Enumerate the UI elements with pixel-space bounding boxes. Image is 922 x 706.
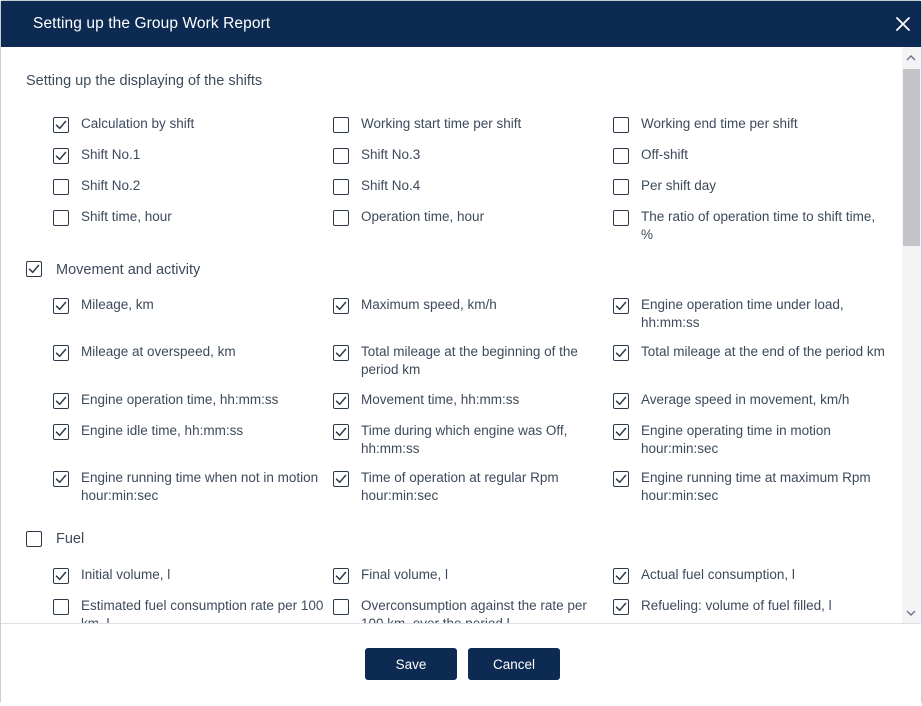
option-checkbox[interactable] — [333, 345, 349, 361]
option-label[interactable]: Total mileage at the end of the period km — [641, 344, 885, 359]
option-checkbox[interactable] — [333, 568, 349, 584]
option-label[interactable]: Refueling: volume of fuel filled, l — [641, 598, 832, 613]
option-checkbox[interactable] — [613, 471, 629, 487]
option-checkbox[interactable] — [613, 345, 629, 361]
option-checkbox[interactable] — [53, 179, 69, 195]
option-checkbox[interactable] — [333, 599, 349, 615]
option-checkbox[interactable] — [333, 471, 349, 487]
option-checkbox[interactable] — [613, 210, 629, 226]
option-checkbox[interactable] — [53, 424, 69, 440]
option-label[interactable]: Initial volume, l — [81, 567, 171, 582]
option-checkbox[interactable] — [333, 148, 349, 164]
option-checkbox[interactable] — [53, 345, 69, 361]
option-label[interactable]: Average speed in movement, km/h — [641, 392, 850, 407]
option-checkbox[interactable] — [613, 424, 629, 440]
scroll-up-arrow-icon[interactable] — [905, 53, 917, 63]
option-label[interactable]: Per shift day — [641, 178, 717, 193]
option-checkbox[interactable] — [333, 298, 349, 314]
option-label[interactable]: Estimated fuel consumption rate per 100 — [81, 598, 324, 613]
checkmark-icon — [613, 393, 629, 409]
option-label[interactable]: Shift No.4 — [361, 178, 421, 193]
option-checkbox[interactable] — [53, 568, 69, 584]
option-label[interactable]: The ratio of operation time to shift time, % — [641, 209, 876, 242]
option-label[interactable]: Operation time, hour — [361, 209, 485, 224]
dialog-title: Setting up the Group Work Report — [33, 15, 271, 32]
option-label[interactable]: Off-shift — [641, 147, 689, 162]
option-checkbox[interactable] — [333, 117, 349, 133]
option-label[interactable]: Overconsumption against the rate per — [361, 598, 587, 613]
option-label[interactable]: Total mileage at the beginning of the period km — [361, 344, 578, 377]
option-checkbox[interactable] — [613, 298, 629, 314]
option-label[interactable]: Working end time per shift — [641, 116, 798, 131]
option-label[interactable]: Time of operation at regular Rpm hour:min:sec — [361, 470, 559, 503]
dialog-footer — [1, 623, 921, 704]
checkmark-icon — [613, 471, 629, 487]
checkmark-icon — [333, 424, 349, 440]
close-icon[interactable] — [893, 14, 913, 34]
option-label[interactable]: Maximum speed, km/h — [361, 297, 497, 312]
option-label[interactable]: Shift No.2 — [81, 178, 141, 193]
option-label[interactable]: Engine operation time under load, hh:mm:ss — [641, 297, 844, 330]
checkmark-icon — [613, 345, 629, 361]
option-checkbox[interactable] — [53, 148, 69, 164]
option-label[interactable]: Movement time, hh:mm:ss — [361, 392, 520, 407]
checkmark-icon — [53, 568, 69, 584]
save-button[interactable]: Save — [365, 648, 457, 680]
checkmark-icon — [613, 298, 629, 314]
option-label[interactable]: Engine running time at maximum Rpm hour:min:sec — [641, 470, 871, 503]
section-title: Setting up the displaying of the shifts — [26, 73, 263, 89]
section-title: Fuel — [56, 531, 85, 547]
scroll-down-arrow-icon[interactable] — [905, 608, 917, 618]
checkmark-icon — [26, 261, 42, 277]
section-checkbox[interactable] — [26, 261, 42, 277]
checkmark-icon — [333, 568, 349, 584]
option-checkbox[interactable] — [613, 568, 629, 584]
option-label[interactable]: Engine operating time in motion hour:min:sec — [641, 423, 831, 456]
option-checkbox[interactable] — [53, 599, 69, 615]
checkmark-icon — [53, 148, 69, 164]
option-checkbox[interactable] — [53, 298, 69, 314]
dialog-body — [1, 47, 921, 623]
checkmark-icon — [613, 568, 629, 584]
option-label[interactable]: Shift time, hour — [81, 209, 172, 224]
option-checkbox[interactable] — [333, 210, 349, 226]
option-checkbox[interactable] — [613, 117, 629, 133]
section-checkbox[interactable] — [26, 531, 42, 547]
option-checkbox[interactable] — [613, 599, 629, 615]
option-checkbox[interactable] — [53, 471, 69, 487]
dialog-titlebar — [1, 1, 921, 47]
checkmark-icon — [333, 471, 349, 487]
option-label[interactable]: Mileage, km — [81, 297, 154, 312]
checkmark-icon — [333, 298, 349, 314]
option-checkbox[interactable] — [613, 393, 629, 409]
option-label[interactable]: Shift No.3 — [361, 147, 421, 162]
option-label[interactable]: Final volume, l — [361, 567, 449, 582]
option-label[interactable]: Time during which engine was Off, hh:mm:ss — [361, 423, 568, 456]
checkmark-icon — [333, 345, 349, 361]
option-checkbox[interactable] — [333, 179, 349, 195]
option-label[interactable]: Shift No.1 — [81, 147, 141, 162]
option-checkbox[interactable] — [53, 210, 69, 226]
checkmark-icon — [613, 424, 629, 440]
option-checkbox[interactable] — [613, 148, 629, 164]
checkmark-icon — [53, 117, 69, 133]
option-label[interactable]: Working start time per shift — [361, 116, 522, 131]
option-label[interactable]: Engine running time when not in motion hour:min:sec — [81, 470, 319, 503]
checkmark-icon — [53, 298, 69, 314]
checkmark-icon — [53, 424, 69, 440]
option-label[interactable]: Engine idle time, hh:mm:ss — [81, 423, 244, 438]
option-checkbox[interactable] — [333, 424, 349, 440]
section-title: Movement and activity — [56, 262, 201, 278]
checkmark-icon — [53, 393, 69, 409]
checkmark-icon — [53, 345, 69, 361]
option-label[interactable]: Actual fuel consumption, l — [641, 567, 795, 582]
checkmark-icon — [613, 599, 629, 615]
scrollbar-thumb[interactable] — [903, 69, 920, 246]
option-label[interactable]: Engine operation time, hh:mm:ss — [81, 392, 279, 407]
checkmark-icon — [53, 471, 69, 487]
option-checkbox[interactable] — [53, 117, 69, 133]
cancel-button[interactable]: Cancel — [468, 648, 560, 680]
option-checkbox[interactable] — [613, 179, 629, 195]
option-label[interactable]: Calculation by shift — [81, 116, 195, 131]
option-checkbox[interactable] — [333, 393, 349, 409]
checkmark-icon — [333, 393, 349, 409]
option-checkbox[interactable] — [53, 393, 69, 409]
option-label[interactable]: Mileage at overspeed, km — [81, 344, 236, 359]
